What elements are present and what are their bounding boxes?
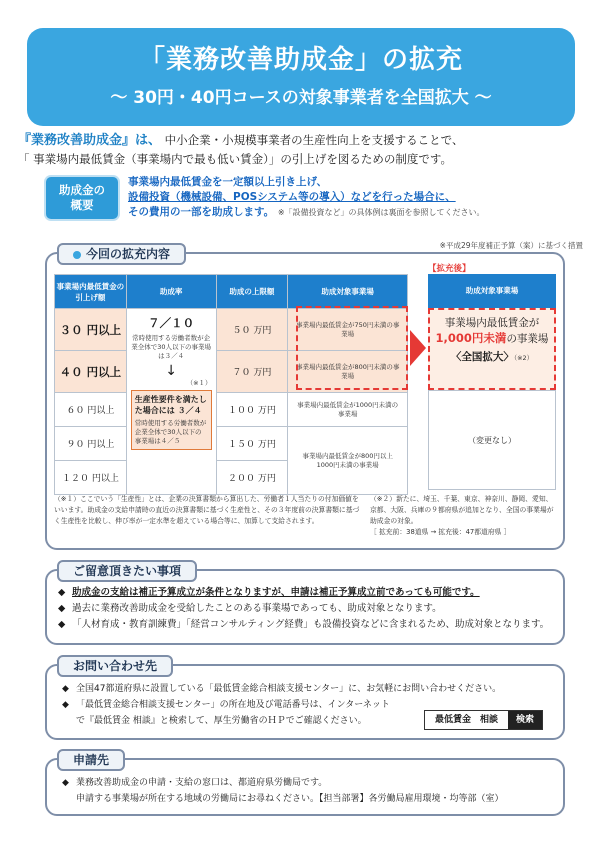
list-item: で『最低賃金 相談』と検索して、厚生労働省のＨＰでご確認ください。 xyxy=(76,716,367,726)
table-cell-amount: ３０ 円以上 xyxy=(55,309,127,351)
table-cell-target: 事業場内最低賃金が800円未満の事業場 xyxy=(288,351,408,393)
table-cell-amount: ６０ 円以上 xyxy=(55,393,127,427)
list-item: ◆ 全国47都道府県に設置している「最低賃金総合相談支援センター」に、お気軽にお問い合わせください。 xyxy=(62,681,562,697)
col-header-target: 助成対象事業場 xyxy=(288,275,408,309)
col-header-amount: 事業場内最低賃金の引上げ額 xyxy=(55,275,127,309)
expansion-arrow-icon xyxy=(410,330,426,366)
search-button[interactable]: 検索 xyxy=(508,711,542,729)
table-cell-amount: ９０ 円以上 xyxy=(55,427,127,461)
search-query: 最低賃金 相談 xyxy=(435,715,499,725)
intro-text xyxy=(18,131,588,169)
list-item: ◆ 過去に業務改善助成金を受給したことのある事業場であっても、助成対象となります。 xyxy=(58,601,558,617)
table-cell-amount: ４０ 円以上 xyxy=(55,351,127,393)
title-banner xyxy=(27,28,575,126)
table-cell-limit: ５０ 万円 xyxy=(216,309,288,351)
table-cell-limit: ２００ 万円 xyxy=(216,461,288,495)
diamond-bullet-icon: ◆ xyxy=(62,700,69,710)
after-red-amount: 1,000円未満 xyxy=(435,331,507,345)
note-2: （※２）新たに、埼玉、千葉、東京、神奈川、静岡、愛知、京都、大阪、兵庫の９都府県が追加となり、全国の事業場が助成金の対象。 ［ 拡充前：38道県 → 拡充後：47都道府県 ］ xyxy=(370,495,554,536)
search-box[interactable] xyxy=(424,710,543,730)
arrow-down-icon: ↓ xyxy=(165,363,178,379)
productivity-box: 生産性要件を満たした場合には ３／４ 常時使用する労働者数が企業全体で30人以下の事業場は４／５ xyxy=(131,390,212,450)
list-item: ◆ 「人材育成・教育訓練費」「経営コンサルティング経費」も設備投資などに含まれるため、助成対象となります。 xyxy=(58,617,558,633)
program-name: 『業務改善助成金』は、 xyxy=(18,133,162,148)
summary-note: ※「設備投資など」の具体例は裏面を参照してください。 xyxy=(277,208,485,217)
table-cell-limit: １５０ 万円 xyxy=(216,427,288,461)
diamond-bullet-icon: ◆ xyxy=(62,684,69,694)
attention-list xyxy=(58,585,558,633)
page-subtitle: ～ 30円・40円コースの対象事業者を全国拡大 ～ xyxy=(110,88,492,108)
after-header: 助成対象事業場 xyxy=(428,274,556,308)
changed-rows-outline xyxy=(296,306,408,390)
intro-line1: 中小企業・小規模事業者の生産性向上を支援することで、 xyxy=(164,133,464,147)
apply-title: 申請先 xyxy=(57,749,125,771)
unchanged-cell: （変更なし） xyxy=(428,390,556,490)
budget-note: ※平成29年度補正予算（案）に基づく措置 xyxy=(439,241,583,250)
after-box: 事業場内最低賃金が 1,000円未満の事業場 〈全国拡大〉（※2） xyxy=(428,308,556,390)
section-bullet-icon xyxy=(73,251,81,259)
table-cell-target: 事業場内最低賃金が750円未満の事業場 xyxy=(288,309,408,351)
col-header-rate: 助成率 xyxy=(126,275,216,309)
col-header-limit: 助成の上限額 xyxy=(216,275,288,309)
diamond-bullet-icon: ◆ xyxy=(58,587,66,598)
rate-cell: ７／１０ 常時使用する労働者数が企業全体で30人以下の事業場は３／４ ↓ （※１） 生産性要件を満たした場合には ３／４ 常時使用する労働者数が企業全体で30人以下の事業場は４／５ xyxy=(126,309,216,495)
list-item: ◆ 助成金の支給は補正予算成立が条件となりますが、申請は補正予算成立前であっても可能です。 xyxy=(58,585,558,601)
page-title: 「業務改善助成金」の拡充 xyxy=(138,45,463,75)
diamond-bullet-icon: ◆ xyxy=(58,619,66,630)
expansion-title: 今回の拡充内容 xyxy=(57,243,186,265)
rate-main: ７／１０ xyxy=(148,316,195,330)
overview-summary: 事業場内最低賃金を一定額以上引き上げ、 設備投資（機械設備、POSシステム等の導入）などを行った場合に、 その費用の一部を助成します。 ※「設備投資など」の具体例は裏面を参照してください。 xyxy=(128,176,485,218)
contact-title: お問い合わせ先 xyxy=(57,655,173,677)
list-item: ◆ 「最低賃金総合相談支援センター」の所在地及び電話番号は、インターネット xyxy=(62,697,562,713)
table-cell-target: 事業場内最低賃金が800円以上1000円未満の事業場 xyxy=(288,427,408,495)
diamond-bullet-icon: ◆ xyxy=(58,603,66,614)
list-item: ◆ 業務改善助成金の申請・支給の窓口は、都道府県労働局です。 xyxy=(62,775,562,791)
note-1: （※１）ここでいう「生産性」とは、企業の決算書類から算出した、労働者１人当たりの付加価値をいいます。助成金の支給申請時の直近の決算書類に基づく生産性と、その３年度前の決算書類に基づく生産性を比較し、伸び率が一定水準を超えている場合等に、加算して支給されます。 xyxy=(54,495,360,525)
list-item: 申請する事業場が所在する地域の労働局にお尋ねください。【担当部署】各労働局雇用環境・均等部（室） xyxy=(76,794,504,804)
table-cell-limit: ７０ 万円 xyxy=(216,351,288,393)
after-label: 【拡充後】 xyxy=(428,264,471,274)
attention-title: ご留意頂きたい事項 xyxy=(57,560,197,582)
diamond-bullet-icon: ◆ xyxy=(62,778,69,788)
table-cell-limit: １００ 万円 xyxy=(216,393,288,427)
overview-badge: 助成金の 概要 xyxy=(46,177,118,219)
intro-line2: 「 事業場内最低賃金（事業場内で最も低い賃金）」の引上げを図るための制度です。 xyxy=(18,152,452,166)
apply-list xyxy=(62,775,562,807)
table-cell-target: 事業場内最低賃金が1000円未満の事業場 xyxy=(288,393,408,427)
table-cell-amount: １２０ 円以上 xyxy=(55,461,127,495)
